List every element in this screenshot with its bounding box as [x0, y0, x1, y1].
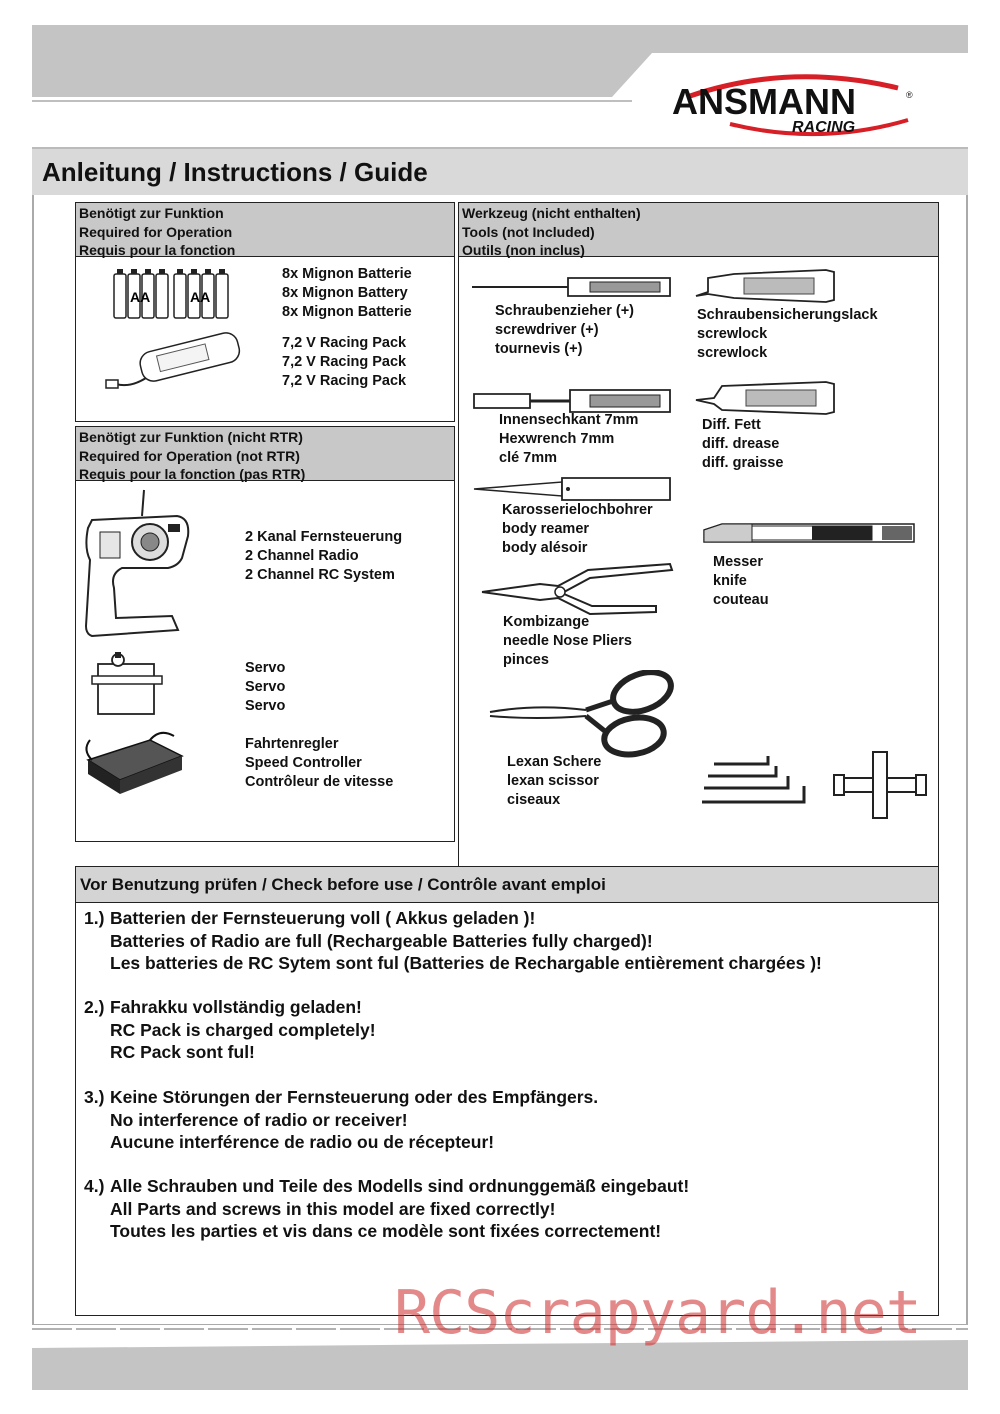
title-bar — [32, 147, 968, 195]
grease-tube-illustration — [694, 378, 836, 418]
radio-transmitter-illustration — [82, 488, 197, 643]
scissors-label: Lexan Schere lexan scissor ciseaux — [507, 754, 602, 808]
body-reamer-illustration — [472, 474, 674, 504]
brand-name: ANSMANN — [672, 81, 856, 122]
check-header: Vor Benutzung prüfen / Check before use / Contrôle avant emploi — [76, 867, 938, 903]
screwlock-tube-illustration — [694, 266, 836, 306]
check-item-3: 3.) Keine Störungen der Fernsteuerung oder des Empfängers. No interference of radio or receiver! Aucune interférence de radio ou de récepteur! — [84, 1087, 599, 1152]
check-before-use-box — [75, 866, 939, 1316]
screwlock-label: Schraubensicherungslack screwlock screwlock — [697, 307, 878, 361]
ansmann-racing-logo — [670, 68, 920, 148]
scissors-illustration — [486, 670, 678, 760]
aa-badge-1: AA — [130, 289, 151, 305]
knife-label: Messer knife couteau — [713, 554, 769, 608]
check-item-1: 1.) Batterien der Fernsteuerung voll ( Akkus geladen )! Batteries of Radio are full (Rechargeable Batteries fully charged)! Les batteries de RC Sytem sont ful (Batteries de Rechargable entièrement chargées )! — [84, 908, 822, 973]
check-item-2: 2.) Fahrakku vollständig geladen! RC Pack is charged completely! RC Pack sont ful! — [84, 997, 376, 1062]
servo-label: Servo Servo Servo — [245, 660, 286, 714]
brand-sub: RACING — [792, 119, 856, 136]
tools-box-header: Werkzeug (nicht enthalten) Tools (not Included) Outils (non inclus) — [459, 203, 938, 257]
speed-controller-illustration — [80, 730, 190, 800]
hexwrench-label: Innensechkant 7mm Hexwrench 7mm clé 7mm — [499, 412, 639, 466]
aa-badge-2: AA — [190, 289, 211, 305]
batteries-label: 8x Mignon Batterie 8x Mignon Battery 8x Mignon Batterie — [282, 266, 412, 320]
required-rtr-box-header: Benötigt zur Funktion (nicht RTR) Required for Operation (not RTR) Requis pour la fonction (pas RTR) — [76, 427, 454, 481]
radio-label: 2 Kanal Fernsteuerung 2 Channel Radio 2 Channel RC System — [245, 529, 403, 583]
servo-illustration — [90, 650, 168, 718]
page-title: Anleitung / Instructions / Guide — [42, 157, 428, 187]
screwdriver-label: Schraubenzieher (+) screwdriver (+) tournevis (+) — [495, 303, 634, 357]
header-rule — [32, 97, 632, 105]
esc-label: Fahrtenregler Speed Controller Contrôleur de vitesse — [245, 736, 394, 790]
grease-label: Diff. Fett diff. drease diff. graisse — [702, 417, 784, 471]
cross-wrench-illustration — [832, 750, 928, 820]
allen-keys-illustration — [700, 752, 810, 812]
knife-illustration — [702, 518, 916, 548]
racing-pack-label: 7,2 V Racing Pack 7,2 V Racing Pack 7,2 V Racing Pack — [282, 335, 407, 389]
pliers-label: Kombizange needle Nose Pliers pinces — [503, 614, 632, 668]
racing-pack-illustration — [100, 328, 245, 398]
check-item-4: 4.) Alle Schrauben und Teile des Modells sind ordnunggemäß eingebaut! All Parts and screws in this model are fixed correctly! Toutes les parties et vis dans ce modèle sont fixées correctement! — [84, 1176, 690, 1241]
aa-batteries-illustration — [112, 266, 232, 322]
reamer-label: Karosserielochbohrer body reamer body alésoir — [502, 502, 653, 556]
required-box-header: Benötigt zur Funktion Required for Operation Requis pour la fonction — [76, 203, 454, 257]
watermark: RCScrapyard.net — [394, 1278, 921, 1348]
svg-text:®: ® — [906, 90, 913, 100]
pliers-illustration — [480, 560, 676, 620]
screwdriver-illustration — [470, 272, 672, 302]
